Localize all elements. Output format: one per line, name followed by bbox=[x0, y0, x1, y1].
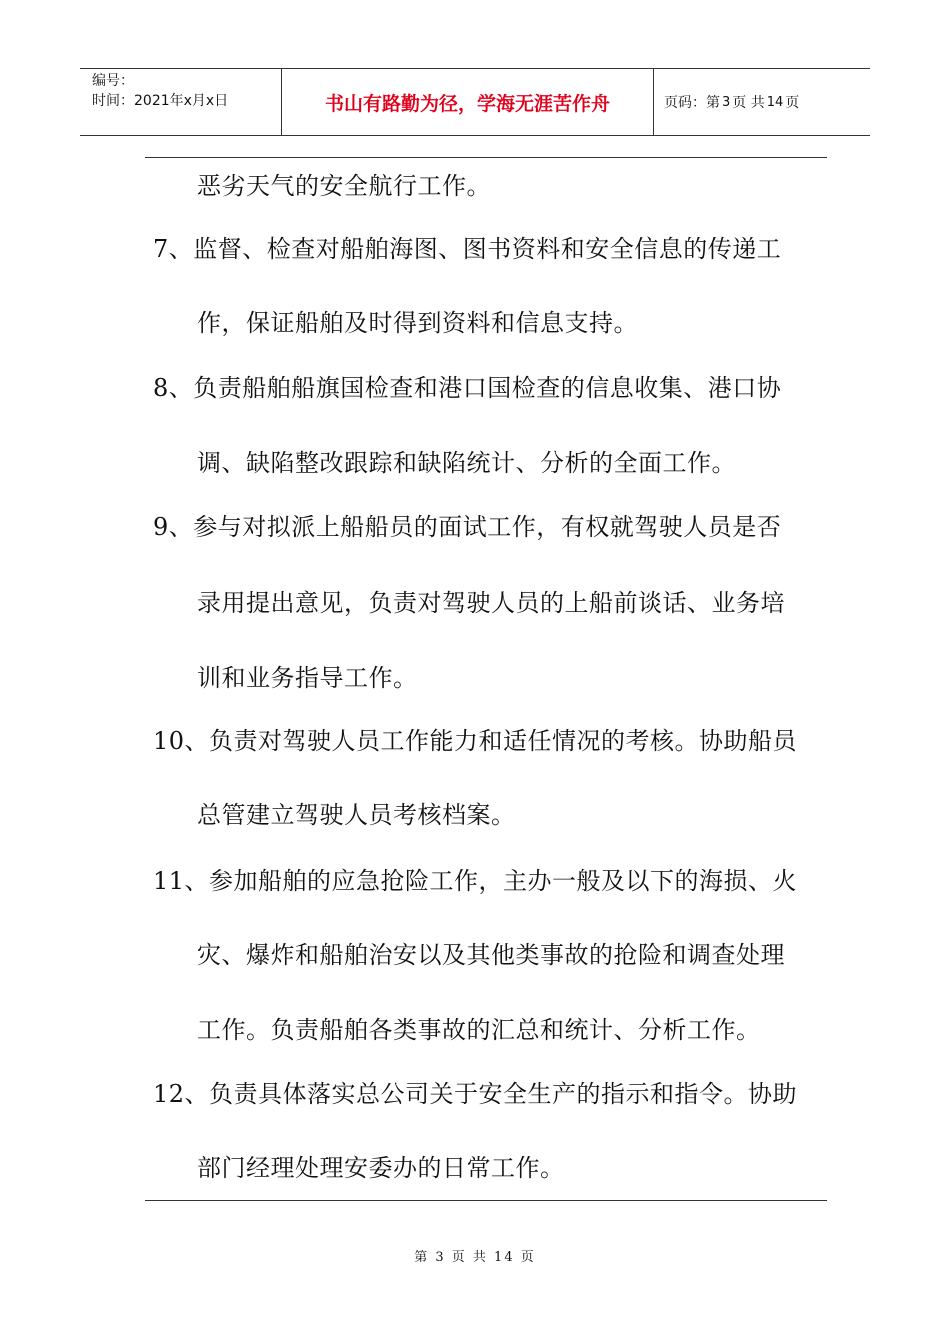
body-line: 灾、爆炸和船舶治安以及其他类事故的抢险和调查处理 bbox=[197, 941, 785, 969]
body-line: 8、负责船舶船旗国检查和港口国检查的信息收集、港口协 bbox=[153, 374, 782, 402]
date-label: 时间： bbox=[92, 93, 134, 109]
number-label: 编号： bbox=[92, 73, 134, 89]
bottom-divider bbox=[145, 1200, 827, 1201]
body-line: 9、参与对拟派上船船员的面试工作，有权就驾驶人员是否 bbox=[153, 513, 782, 541]
page-mid: 页 共 bbox=[732, 95, 765, 111]
body-line: 恶劣天气的安全航行工作。 bbox=[197, 172, 491, 200]
header-page-info bbox=[654, 69, 870, 135]
body-line: 部门经理处理安委办的日常工作。 bbox=[197, 1154, 565, 1182]
body-line: 10、负责对驾驶人员工作能力和适任情况的考核。协助船员 bbox=[153, 727, 798, 755]
page-label: 页码：第 bbox=[664, 95, 720, 111]
body-line: 12、负责具体落实总公司关于安全生产的指示和指令。协助 bbox=[153, 1080, 798, 1108]
page-end: 页 bbox=[785, 95, 800, 111]
page-total: 14 bbox=[766, 94, 784, 110]
body-line: 11、参加船舶的应急抢险工作，主办一般及以下的海损、火 bbox=[153, 867, 798, 895]
body-line: 总管建立驾驶人员考核档案。 bbox=[197, 801, 516, 829]
date-value: 2021年x月x日 bbox=[134, 93, 229, 109]
header-meta-cell bbox=[80, 69, 282, 135]
page-footer: 第 3 页 共 14 页 bbox=[414, 1250, 536, 1265]
page-current: 3 bbox=[722, 94, 731, 110]
body-line: 作，保证船舶及时得到资料和信息支持。 bbox=[197, 309, 638, 337]
body-line: 录用提出意见，负责对驾驶人员的上船前谈话、业务培 bbox=[197, 589, 785, 617]
top-divider bbox=[145, 157, 827, 158]
body-line: 调、缺陷整改跟踪和缺陷统计、分析的全面工作。 bbox=[197, 449, 736, 477]
document-header bbox=[80, 68, 870, 136]
date-row bbox=[92, 91, 281, 111]
header-motto: 书山有路勤为径，学海无涯苦作舟 bbox=[282, 69, 654, 135]
body-line: 训和业务指导工作。 bbox=[197, 664, 418, 692]
body-line: 工作。负责船舶各类事故的汇总和统计、分析工作。 bbox=[197, 1016, 761, 1044]
body-line: 7、监督、检查对船舶海图、图书资料和安全信息的传递工 bbox=[153, 235, 782, 263]
